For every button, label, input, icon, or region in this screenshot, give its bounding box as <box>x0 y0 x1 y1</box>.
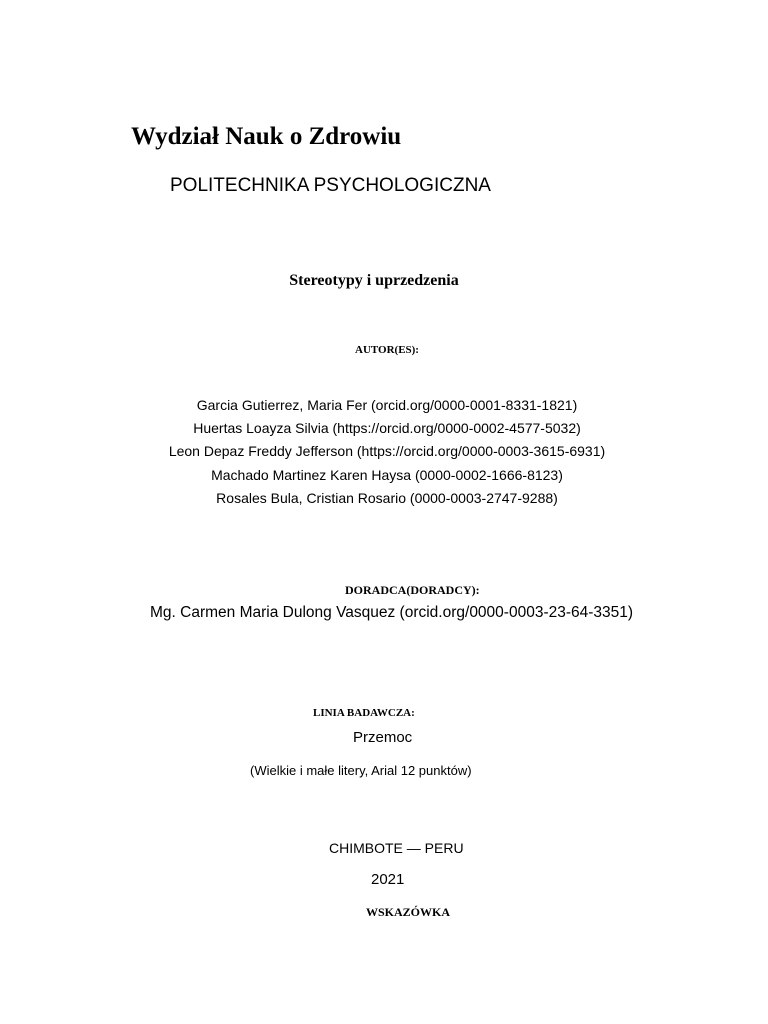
faculty-name: Wydział Nauk o Zdrowiu <box>131 123 402 150</box>
advisor-heading: DORADCA(DORADCY): <box>345 583 480 597</box>
author-line: Rosales Bula, Cristian Rosario (0000-0003-2747-9288) <box>216 489 558 506</box>
thesis-title: Stereotypy i uprzedzenia <box>289 272 459 289</box>
city-country: CHIMBOTE — PERU <box>329 840 464 856</box>
author-line: Garcia Gutierrez, Maria Fer (orcid.org/0000-0001-8331-1821) <box>196 397 578 413</box>
hint-label: WSKAZÓWKA <box>366 905 451 919</box>
university-name: POLITECHNIKA PSYCHOLOGICZNA <box>170 175 491 196</box>
advisor-name: Mg. Carmen Maria Dulong Vasquez (orcid.org/0000-0003-23-64-3351) <box>150 604 634 621</box>
research-line-heading: LINIA BADAWCZA: <box>313 707 415 719</box>
author-line: Machado Martinez Karen Haysa (0000-0002-1666-8123) <box>211 466 563 483</box>
format-note: (Wielkie i małe litery, Arial 12 punktów) <box>250 763 472 778</box>
year: 2021 <box>371 871 405 888</box>
author-line: Leon Depaz Freddy Jefferson (https://orcid.org/0000-0003-3615-6931) <box>168 443 606 460</box>
author-line: Huertas Loayza Silvia (https://orcid.org/0000-0002-4577-5032) <box>193 420 581 437</box>
research-line-value: Przemoc <box>353 729 413 746</box>
authors-heading: AUTOR(ES): <box>355 344 419 356</box>
authors-list <box>0 394 768 510</box>
